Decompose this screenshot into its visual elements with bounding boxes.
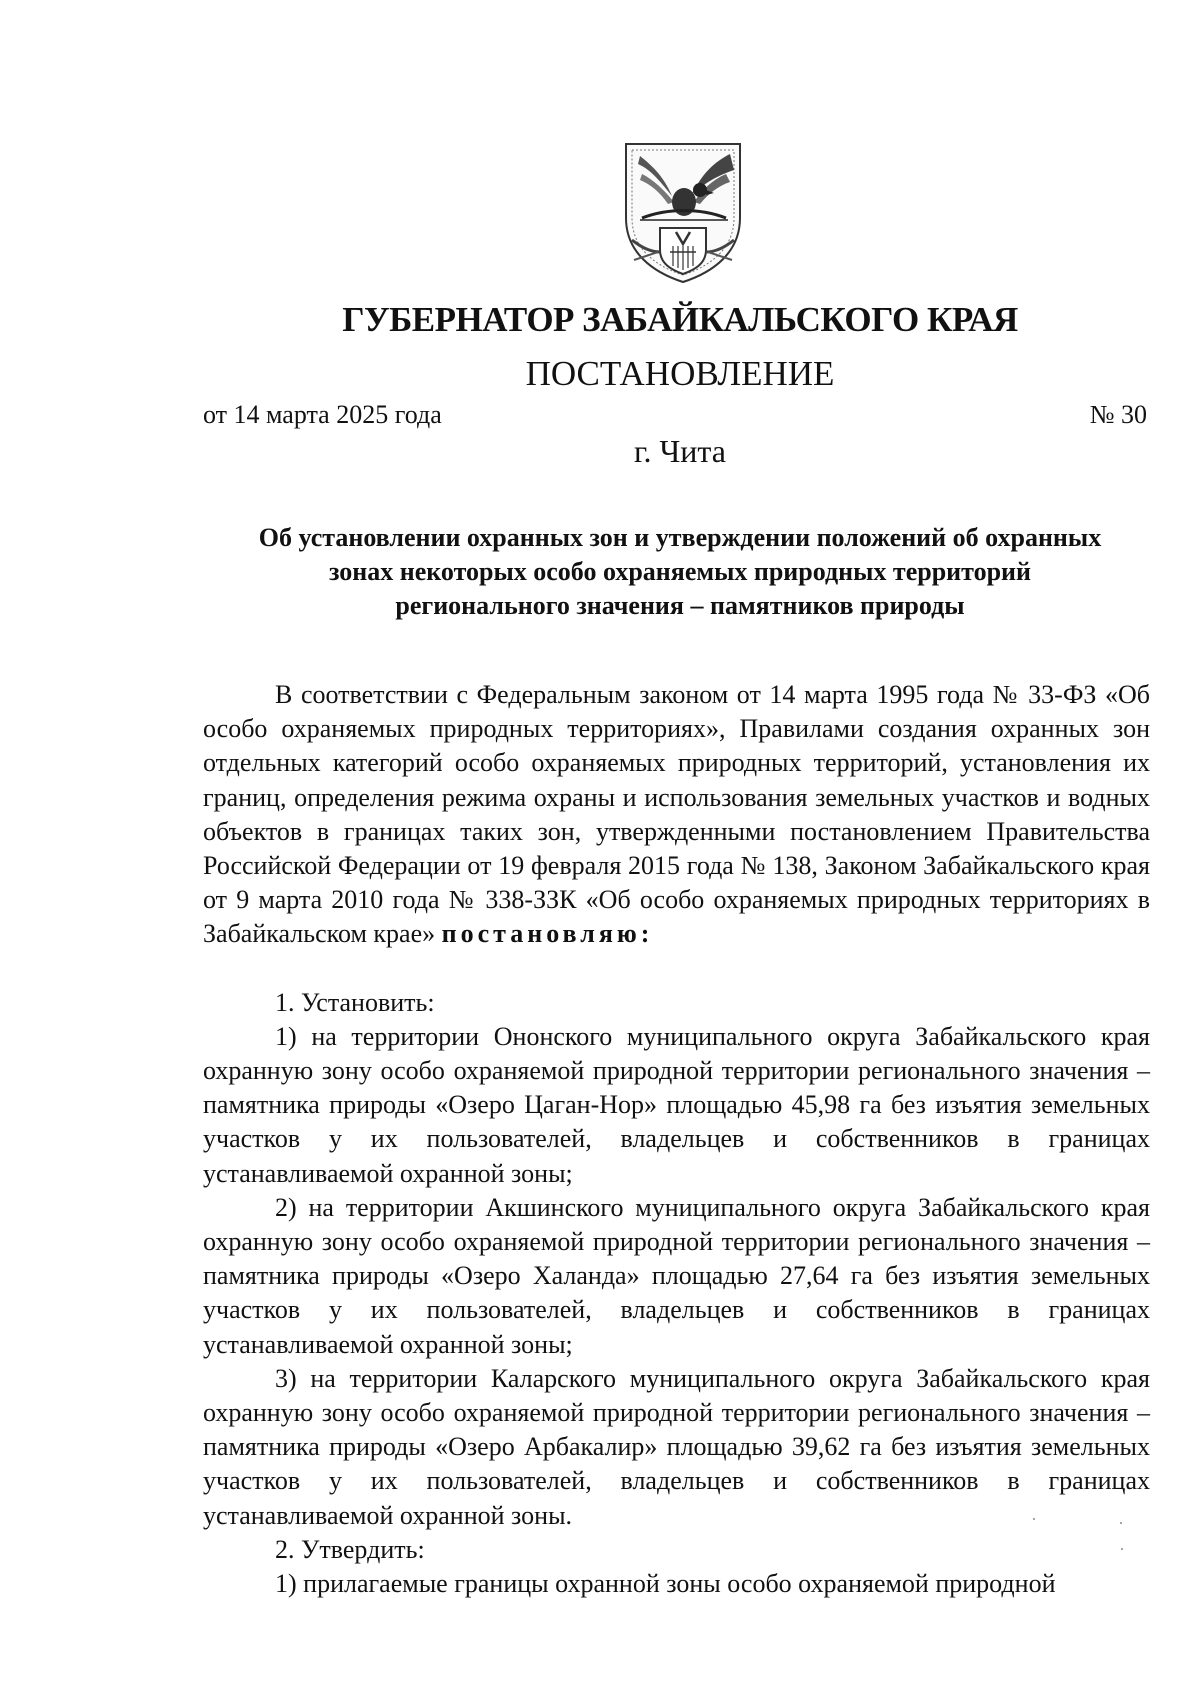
coat-of-arms-emblem	[618, 140, 748, 286]
scan-speck	[1120, 1522, 1122, 1524]
resolve-word: постановляю:	[441, 919, 654, 949]
document-body	[203, 678, 1150, 1601]
document-type: ПОСТАНОВЛЕНИЕ	[525, 354, 835, 393]
preamble-text: В соответствии с Федеральным законом от 14 марта 1995 года № 33-ФЗ «Об особо охраняемых природных территориях», Правилами создания охранных зон отдельных категорий особо охраняемых природных территорий, установления их границ, определения режима охраны и использования земельных участков и водных объектов в границах таких зон, утвержденными постановлением Правительства Российской Федерации от 19 февраля 2015 года № 138, Законом Забайкальского края от 9 марта 2010 года № 338-ЗЗК «Об особо охраняемых природных территориях в Забайкальском крае»	[203, 680, 1150, 949]
list-item: 1) прилагаемые границы охранной зоны особо охраняемой природной	[275, 1569, 1056, 1599]
title-line: зонах некоторых особо охраняемых природных территорий	[328, 557, 1031, 586]
document-city: г. Чита	[633, 433, 726, 469]
section-heading: 1. Установить:	[275, 987, 435, 1017]
title-line: регионального значения – памятников природы	[395, 591, 965, 620]
list-item: 2) на территории Акшинского муниципального округа Забайкальского края охранную зону особо охраняемой природной территории регионального значения – памятника природы «Озеро Халанда» площадью 27,64 га без изъятия земельных участков у их пользователей, владельцев и собственников в границах устанавливаемой охранной зоны;	[203, 1192, 1150, 1359]
list-item: 1) на территории Ононского муниципального округа Забайкальского края охранную зону особо охраняемой природной территории регионального значения – памятника природы «Озеро Цаган-Нор» площадью 45,98 га без изъятия земельных участков у их пользователей, владельцев и собственников в границах устанавливаемой охранной зоны;	[203, 1021, 1150, 1188]
preamble-paragraph	[203, 678, 1150, 952]
scan-speck	[1121, 1548, 1123, 1550]
document-date: от 14 марта 2025 года	[203, 400, 442, 429]
section-heading: 2. Утвердить:	[275, 1534, 425, 1564]
document-title	[200, 521, 1160, 623]
list-item: 3) на территории Каларского муниципального округа Забайкальского края охранную зону особо охраняемой природной территории регионального значения – памятника природы «Озеро Арбакалир» площадью 39,62 га без изъятия земельных участков у их пользователей, владельцев и собственников в границах устанавливаемой охранной зоны.	[203, 1363, 1150, 1530]
document-number: № 30	[1089, 400, 1147, 429]
issuing-authority: ГУБЕРНАТОР ЗАБАЙКАЛЬСКОГО КРАЯ	[342, 300, 1018, 339]
scan-speck	[1033, 1518, 1035, 1520]
title-line: Об установлении охранных зон и утверждении положений об охранных	[258, 523, 1102, 552]
